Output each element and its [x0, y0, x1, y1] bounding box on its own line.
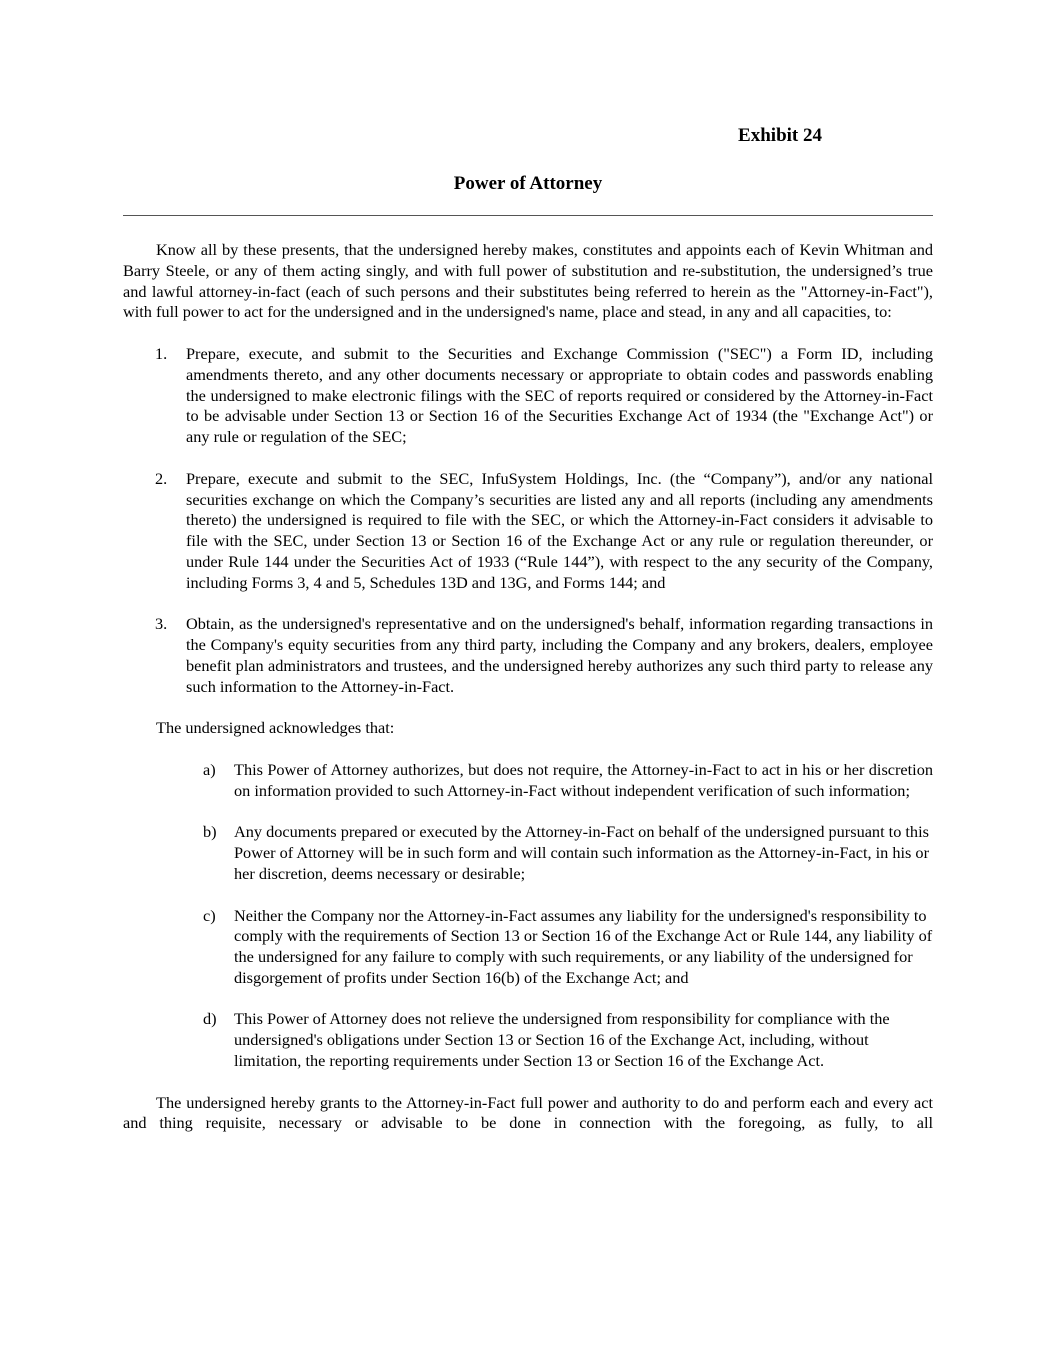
- list-marker: 3.: [155, 614, 168, 634]
- document-title: Power of Attorney: [453, 173, 603, 194]
- list-marker: b): [203, 822, 217, 842]
- acknowledgement-item: [123, 760, 933, 802]
- power-text: Obtain, as the undersigned's representative and on the undersigned's behalf, information regarding transactions in the Company's equity securities from any third party, including the Company and any brokers, dealers, employee benefit plan administrators and trustees, and the undersigned hereby authorizes any such third party to release any such information to the Attorney-in-Fact.: [186, 614, 933, 696]
- list-marker: a): [203, 759, 216, 779]
- title-divider: [123, 215, 933, 216]
- exhibit-label: Exhibit 24: [738, 125, 822, 146]
- acknowledgement-lead: The undersigned acknowledges that:: [156, 718, 395, 738]
- acknowledgement-text: Any documents prepared or executed by the Attorney-in-Fact on behalf of the undersigned pursuant to this Power of Attorney will be in such form and will contain such information as the Attorney-in-Fact, in his or her discretion, deems necessary or desirable;: [234, 822, 929, 883]
- acknowledgement-text: This Power of Attorney does not relieve the undersigned from responsibility for compliance with the undersigned's obligations under Section 13 or Section 16 of the Exchange Act, including, without limitation, the reporting requirements under Section 13 or Section 16 of the Exchange Act.: [234, 1009, 890, 1071]
- document-body: [123, 240, 933, 1134]
- acknowledgement-text: This Power of Attorney authorizes, but does not require, the Attorney-in-Fact to act in his or her discretion on information provided to such Attorney-in-Fact without independent verification of such information;: [234, 759, 933, 800]
- power-text: Prepare, execute, and submit to the Securities and Exchange Commission ("SEC") a Form ID, including amendments thereto, and any other documents necessary or appropriate to obtain codes and passwords enabling the undersigned to make electronic filings with the SEC of reports required or considered by the Attorney-in-Fact to be advisable under Section 13 or Section 16 of the Securities Exchange Act of 1934 (the "Exchange Act") or any rule or regulation of the SEC;: [186, 343, 933, 447]
- power-text: Prepare, execute and submit to the SEC, InfuSystem Holdings, Inc. (the “Company”), and/or any national securities exchange on which the Company’s securities are listed any and all reports (including any amendments thereto) the undersigned is required to file with the SEC, or which the Attorney-in-Fact considers it advisable to file with the SEC, under Section 13 or Section 16 of the Exchange Act or any rule or regulation thereunder, or under Rule 144 under the Securities Act of 1933 (“Rule 144”), with respect to the any security of the Company, including Forms 3, 4 and 5, Schedules 13D and 13G, and Forms 144; and: [186, 468, 933, 592]
- acknowledgement-item: [123, 1009, 933, 1071]
- list-marker: 2.: [155, 468, 168, 488]
- grant-paragraph: The undersigned hereby grants to the Attorney-in-Fact full power and authority to do and perform each and every act and thing requisite, necessary or advisable to be done in connection with the foregoing, as fully, to all: [123, 1092, 933, 1133]
- power-item: [123, 344, 933, 448]
- power-item: [123, 469, 933, 594]
- acknowledgement-item: [123, 906, 933, 989]
- list-marker: d): [203, 1009, 217, 1029]
- acknowledgements-list: [123, 760, 933, 1072]
- list-marker: c): [203, 905, 216, 925]
- intro-paragraph: Know all by these presents, that the undersigned hereby makes, constitutes and appoints each of Kevin Whitman and Barry Steele, or any of them acting singly, and with full power of substitution and re-substitution, the undersigned’s true and lawful attorney-in-fact (each of such persons and their substitutes being referred to herein as the "Attorney-in-Fact"), with full power to act for the undersigned and in the undersigned's name, place and stead, in any and all capacities, to:: [123, 240, 933, 322]
- list-marker: 1.: [155, 343, 168, 363]
- power-item: [123, 614, 933, 697]
- powers-list: [123, 344, 933, 698]
- acknowledgement-text: Neither the Company nor the Attorney-in-Fact assumes any liability for the undersigned's responsibility to comply with the requirements of Section 13 or Section 16 of the Exchange Act or Rule 144, any liability of the undersigned for any failure to comply with such requirements, or any liability of the undersigned for disgorgement of profits under Section 16(b) of the Exchange Act; and: [234, 905, 933, 987]
- acknowledgement-item: [123, 822, 933, 884]
